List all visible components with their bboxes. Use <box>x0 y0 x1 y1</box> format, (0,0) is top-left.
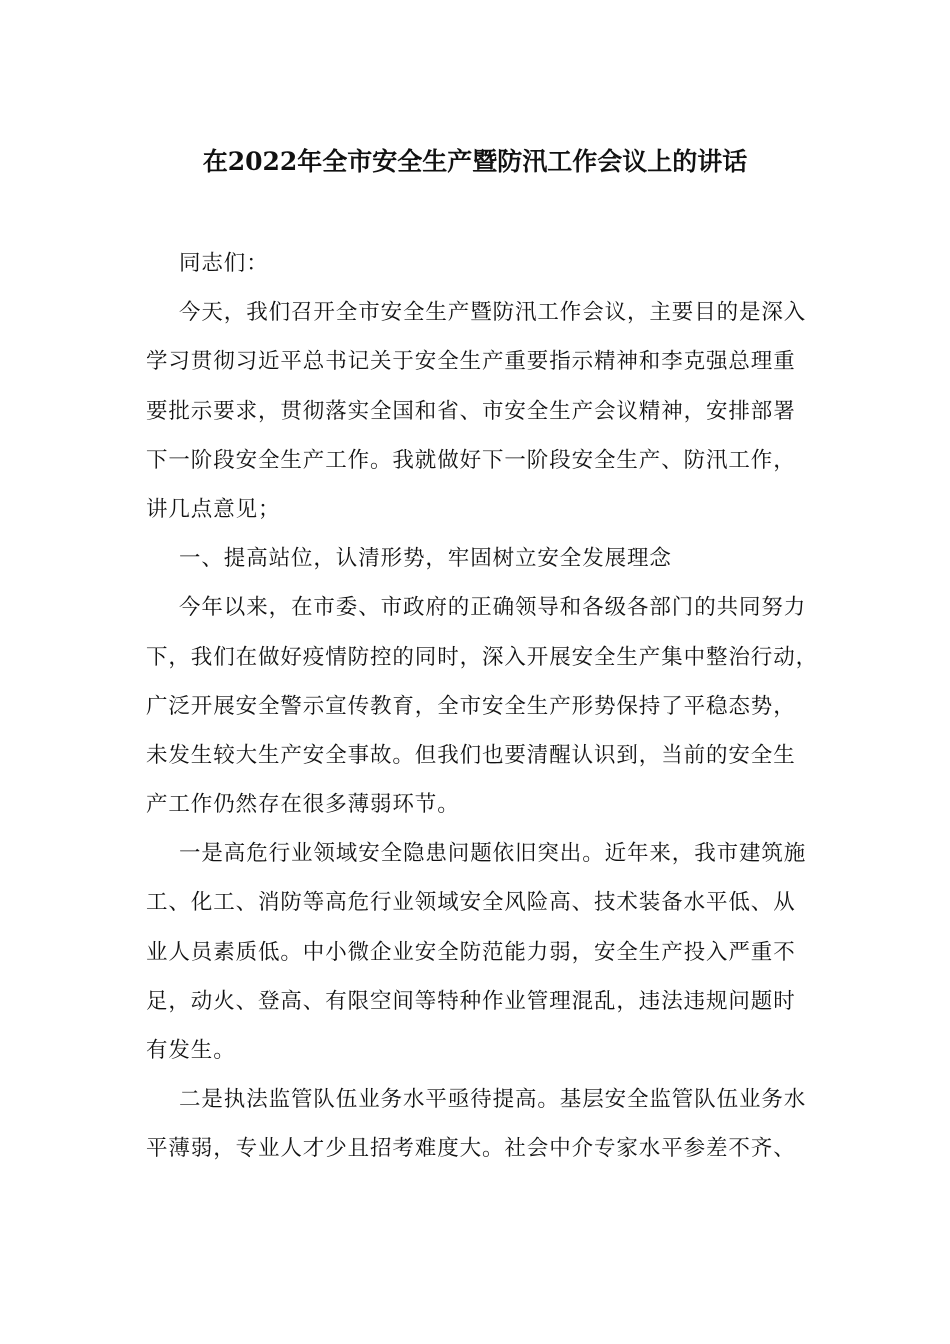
text-line: 下一阶段安全生产工作。我就做好下一阶段安全生产、防汛工作， <box>146 447 796 473</box>
document-body <box>146 239 819 1174</box>
text-line: 广泛开展安全警示宣传教育，全市安全生产形势保持了平稳态势， <box>146 693 796 719</box>
text-line: 要批示要求，贯彻落实全国和省、市安全生产会议精神，安排部署 <box>146 398 796 424</box>
text-line: 未发生较大生产安全事故。但我们也要清醒认识到，当前的安全生 <box>146 742 796 768</box>
text-line: 足，动火、登高、有限空间等特种作业管理混乱，违法违规问题时 <box>146 988 796 1014</box>
text-line: 今年以来，在市委、市政府的正确领导和各级各部门的共同努力 <box>179 595 807 621</box>
text-line: 今天，我们召开全市安全生产暨防汛工作会议，主要目的是深入 <box>179 300 807 326</box>
text-line: 一、提高站位，认清形势，牢固树立安全发展理念 <box>179 546 672 572</box>
text-line: 有发生。 <box>146 1038 236 1063</box>
text-line: 一是高危行业领域安全隐患问题依旧突出。近年来，我市建筑施 <box>179 841 807 867</box>
text-line: 同志们： <box>179 251 269 276</box>
text-line: 学习贯彻习近平总书记关于安全生产重要指示精神和李克强总理重 <box>146 349 796 375</box>
text-line: 二是执法监管队伍业务水平亟待提高。基层安全监管队伍业务水 <box>179 1087 807 1113</box>
text-line: 业人员素质低。中小微企业安全防范能力弱，安全生产投入严重不 <box>146 939 796 965</box>
text-line: 讲几点意见； <box>146 496 281 522</box>
document-title: 在2022年全市安全生产暨防汛工作会议上的讲话 <box>202 147 748 176</box>
text-line: 平薄弱，专业人才少且招考难度大。社会中介专家水平参差不齐、 <box>146 1136 796 1162</box>
text-line: 产工作仍然存在很多薄弱环节。 <box>146 792 460 818</box>
text-line: 下，我们在做好疫情防控的同时，深入开展安全生产集中整治行动， <box>146 644 819 670</box>
text-line: 工、化工、消防等高危行业领域安全风险高、技术装备水平低、从 <box>146 890 796 916</box>
